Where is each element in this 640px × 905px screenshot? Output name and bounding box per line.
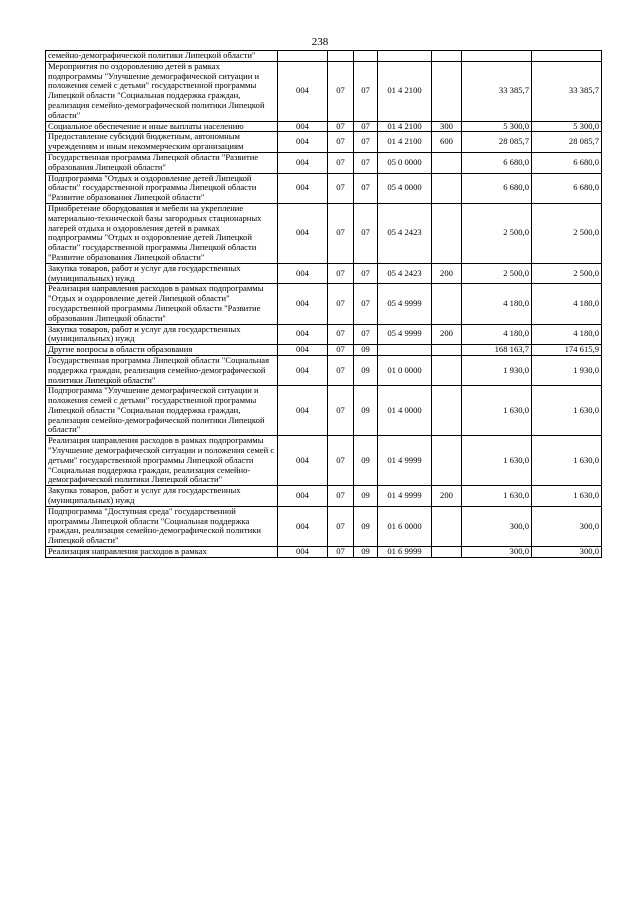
grbs-code-cell: 004 (278, 61, 328, 121)
row-name-cell: Закупка товаров, работ и услуг для государственных (муниципальных) нужд (46, 263, 278, 284)
section-code-cell: 07 (328, 121, 354, 132)
expense-type-cell: 200 (432, 486, 462, 507)
expense-type-cell (432, 355, 462, 385)
expense-type-cell (432, 61, 462, 121)
amount-year1-cell: 168 163,7 (462, 345, 532, 356)
target-article-cell: 01 4 9999 (378, 436, 432, 486)
row-name-cell: Закупка товаров, работ и услуг для государственных (муниципальных) нужд (46, 486, 278, 507)
amount-year1-cell: 1 630,0 (462, 386, 532, 436)
target-article-cell: 01 4 2100 (378, 61, 432, 121)
expense-type-cell (432, 436, 462, 486)
row-name-cell: Государственная программа Липецкой области "Социальная поддержка граждан, реализация семейно-демографической политики Липецкой области" (46, 355, 278, 385)
grbs-code-cell: 004 (278, 324, 328, 345)
table-row (46, 203, 602, 263)
target-article-cell (378, 51, 432, 62)
grbs-code-cell: 004 (278, 284, 328, 324)
amount-year1-cell (462, 51, 532, 62)
target-article-cell: 01 4 2100 (378, 121, 432, 132)
amount-year1-cell: 33 385,7 (462, 61, 532, 121)
subsection-code-cell (354, 51, 378, 62)
section-code-cell: 07 (328, 152, 354, 173)
table-row (46, 547, 602, 558)
section-code-cell: 07 (328, 547, 354, 558)
row-name-cell: Приобретение оборудования и мебели на укрепление материально-технической базы загородных стационарных лагерей отдыха и оздоровления детей в рамках подпрограммы "Отдых и оздоровление детей Липецкой области" государственной программы Липецкой области "Развитие образования Липецкой области" (46, 203, 278, 263)
target-article-cell: 05 4 9999 (378, 324, 432, 345)
table-row (46, 386, 602, 436)
row-name-cell: Предоставление субсидий бюджетным, автономным учреждениям и иным некоммерческим организациям (46, 132, 278, 153)
amount-year1-cell: 300,0 (462, 506, 532, 546)
amount-year2-cell (532, 51, 602, 62)
target-article-cell: 01 6 0000 (378, 506, 432, 546)
grbs-code-cell: 004 (278, 386, 328, 436)
amount-year1-cell: 28 085,7 (462, 132, 532, 153)
amount-year2-cell: 4 180,0 (532, 284, 602, 324)
expense-type-cell: 200 (432, 263, 462, 284)
subsection-code-cell: 07 (354, 132, 378, 153)
amount-year2-cell: 1 630,0 (532, 486, 602, 507)
expense-type-cell (432, 152, 462, 173)
grbs-code-cell: 004 (278, 547, 328, 558)
amount-year1-cell: 1 630,0 (462, 436, 532, 486)
expense-type-cell (432, 203, 462, 263)
amount-year2-cell: 2 500,0 (532, 263, 602, 284)
row-name-cell: Реализация направления расходов в рамках подпрограммы "Улучшение демографической ситуации и положения семей с детьми" государственной программы Липецкой области "Социальная поддержка граждан, реализация семейно-демографической политики Липецкой области" (46, 436, 278, 486)
subsection-code-cell: 07 (354, 152, 378, 173)
amount-year2-cell: 6 680,0 (532, 173, 602, 203)
expense-type-cell: 300 (432, 121, 462, 132)
row-name-cell: Реализация направления расходов в рамках (46, 547, 278, 558)
table-row (46, 152, 602, 173)
target-article-cell: 01 4 0000 (378, 386, 432, 436)
expense-type-cell (432, 506, 462, 546)
table-row (46, 355, 602, 385)
table-row (46, 51, 602, 62)
grbs-code-cell: 004 (278, 355, 328, 385)
row-name-cell: Подпрограмма "Улучшение демографической ситуации и положения семей с детьми" государственной программы Липецкой области "Социальная поддержка граждан, реализация семейно-демографической политики Липецкой области" (46, 386, 278, 436)
grbs-code-cell: 004 (278, 121, 328, 132)
subsection-code-cell: 07 (354, 173, 378, 203)
amount-year2-cell: 300,0 (532, 506, 602, 546)
amount-year2-cell: 28 085,7 (532, 132, 602, 153)
amount-year2-cell: 33 385,7 (532, 61, 602, 121)
expense-type-cell: 600 (432, 132, 462, 153)
expense-type-cell (432, 547, 462, 558)
subsection-code-cell: 07 (354, 203, 378, 263)
table-row (46, 121, 602, 132)
grbs-code-cell: 004 (278, 203, 328, 263)
grbs-code-cell: 004 (278, 506, 328, 546)
table-row (46, 324, 602, 345)
section-code-cell: 07 (328, 486, 354, 507)
subsection-code-cell: 09 (354, 386, 378, 436)
section-code-cell: 07 (328, 263, 354, 284)
row-name-cell: семейно-демографической политики Липецкой области" (46, 51, 278, 62)
subsection-code-cell: 07 (354, 284, 378, 324)
subsection-code-cell: 09 (354, 436, 378, 486)
grbs-code-cell: 004 (278, 345, 328, 356)
page-number: 238 (311, 36, 329, 48)
section-code-cell: 07 (328, 284, 354, 324)
table-row (46, 506, 602, 546)
amount-year2-cell: 174 615,9 (532, 345, 602, 356)
subsection-code-cell: 07 (354, 121, 378, 132)
target-article-cell: 05 4 2423 (378, 263, 432, 284)
grbs-code-cell: 004 (278, 173, 328, 203)
table-row (46, 263, 602, 284)
table-row (46, 173, 602, 203)
section-code-cell: 07 (328, 132, 354, 153)
section-code-cell: 07 (328, 324, 354, 345)
section-code-cell: 07 (328, 386, 354, 436)
amount-year2-cell: 1 930,0 (532, 355, 602, 385)
section-code-cell (328, 51, 354, 62)
section-code-cell: 07 (328, 355, 354, 385)
target-article-cell: 05 4 2423 (378, 203, 432, 263)
amount-year1-cell: 2 500,0 (462, 203, 532, 263)
subsection-code-cell: 09 (354, 506, 378, 546)
subsection-code-cell: 09 (354, 345, 378, 356)
table-row (46, 61, 602, 121)
amount-year1-cell: 6 680,0 (462, 152, 532, 173)
target-article-cell: 05 4 0000 (378, 173, 432, 203)
grbs-code-cell: 004 (278, 152, 328, 173)
subsection-code-cell: 09 (354, 355, 378, 385)
amount-year1-cell: 300,0 (462, 547, 532, 558)
amount-year1-cell: 1 930,0 (462, 355, 532, 385)
table-row (46, 132, 602, 153)
amount-year2-cell: 300,0 (532, 547, 602, 558)
expense-type-cell (432, 345, 462, 356)
amount-year2-cell: 5 300,0 (532, 121, 602, 132)
section-code-cell: 07 (328, 436, 354, 486)
budget-table (45, 50, 602, 558)
grbs-code-cell: 004 (278, 486, 328, 507)
table-row (46, 436, 602, 486)
amount-year2-cell: 1 630,0 (532, 436, 602, 486)
grbs-code-cell: 004 (278, 263, 328, 284)
target-article-cell: 05 4 9999 (378, 284, 432, 324)
row-name-cell: Закупка товаров, работ и услуг для государственных (муниципальных) нужд (46, 324, 278, 345)
expense-type-cell (432, 51, 462, 62)
target-article-cell: 01 0 0000 (378, 355, 432, 385)
row-name-cell: Социальное обеспечение и иные выплаты населению (46, 121, 278, 132)
expense-type-cell (432, 173, 462, 203)
expense-type-cell (432, 284, 462, 324)
target-article-cell: 01 4 9999 (378, 486, 432, 507)
section-code-cell: 07 (328, 345, 354, 356)
target-article-cell: 01 4 2100 (378, 132, 432, 153)
amount-year1-cell: 6 680,0 (462, 173, 532, 203)
grbs-code-cell: 004 (278, 132, 328, 153)
table-row (46, 486, 602, 507)
amount-year2-cell: 2 500,0 (532, 203, 602, 263)
expense-type-cell: 200 (432, 324, 462, 345)
amount-year2-cell: 1 630,0 (532, 386, 602, 436)
expense-type-cell (432, 386, 462, 436)
amount-year1-cell: 2 500,0 (462, 263, 532, 284)
subsection-code-cell: 07 (354, 263, 378, 284)
grbs-code-cell: 004 (278, 436, 328, 486)
grbs-code-cell (278, 51, 328, 62)
amount-year2-cell: 6 680,0 (532, 152, 602, 173)
table-row (46, 345, 602, 356)
section-code-cell: 07 (328, 203, 354, 263)
row-name-cell: Другие вопросы в области образования (46, 345, 278, 356)
amount-year2-cell: 4 180,0 (532, 324, 602, 345)
subsection-code-cell: 09 (354, 547, 378, 558)
amount-year1-cell: 4 180,0 (462, 284, 532, 324)
row-name-cell: Подпрограмма "Доступная среда" государственной программы Липецкой области "Социальная поддержка граждан, реализация семейно-демографической политики Липецкой области" (46, 506, 278, 546)
row-name-cell: Мероприятия по оздоровлению детей в рамках подпрограммы "Улучшение демографической ситуации и положения семей с детьми" государственной программы Липецкой области "Социальная поддержка граждан, реализация семейно-демографической политики Липецкой области" (46, 61, 278, 121)
section-code-cell: 07 (328, 173, 354, 203)
subsection-code-cell: 07 (354, 324, 378, 345)
row-name-cell: Реализация направления расходов в рамках подпрограммы "Отдых и оздоровление детей Липецкой области" государственной программы Липецкой области "Развитие образования Липецкой области" (46, 284, 278, 324)
amount-year1-cell: 5 300,0 (462, 121, 532, 132)
target-article-cell: 05 0 0000 (378, 152, 432, 173)
row-name-cell: Государственная программа Липецкой области "Развитие образования Липецкой области" (46, 152, 278, 173)
subsection-code-cell: 07 (354, 61, 378, 121)
subsection-code-cell: 09 (354, 486, 378, 507)
amount-year1-cell: 4 180,0 (462, 324, 532, 345)
table-row (46, 284, 602, 324)
target-article-cell: 01 6 9999 (378, 547, 432, 558)
section-code-cell: 07 (328, 506, 354, 546)
section-code-cell: 07 (328, 61, 354, 121)
amount-year1-cell: 1 630,0 (462, 486, 532, 507)
target-article-cell (378, 345, 432, 356)
row-name-cell: Подпрограмма "Отдых и оздоровление детей Липецкой области" государственной программы Липецкой области "Развитие образования Липецкой области" (46, 173, 278, 203)
